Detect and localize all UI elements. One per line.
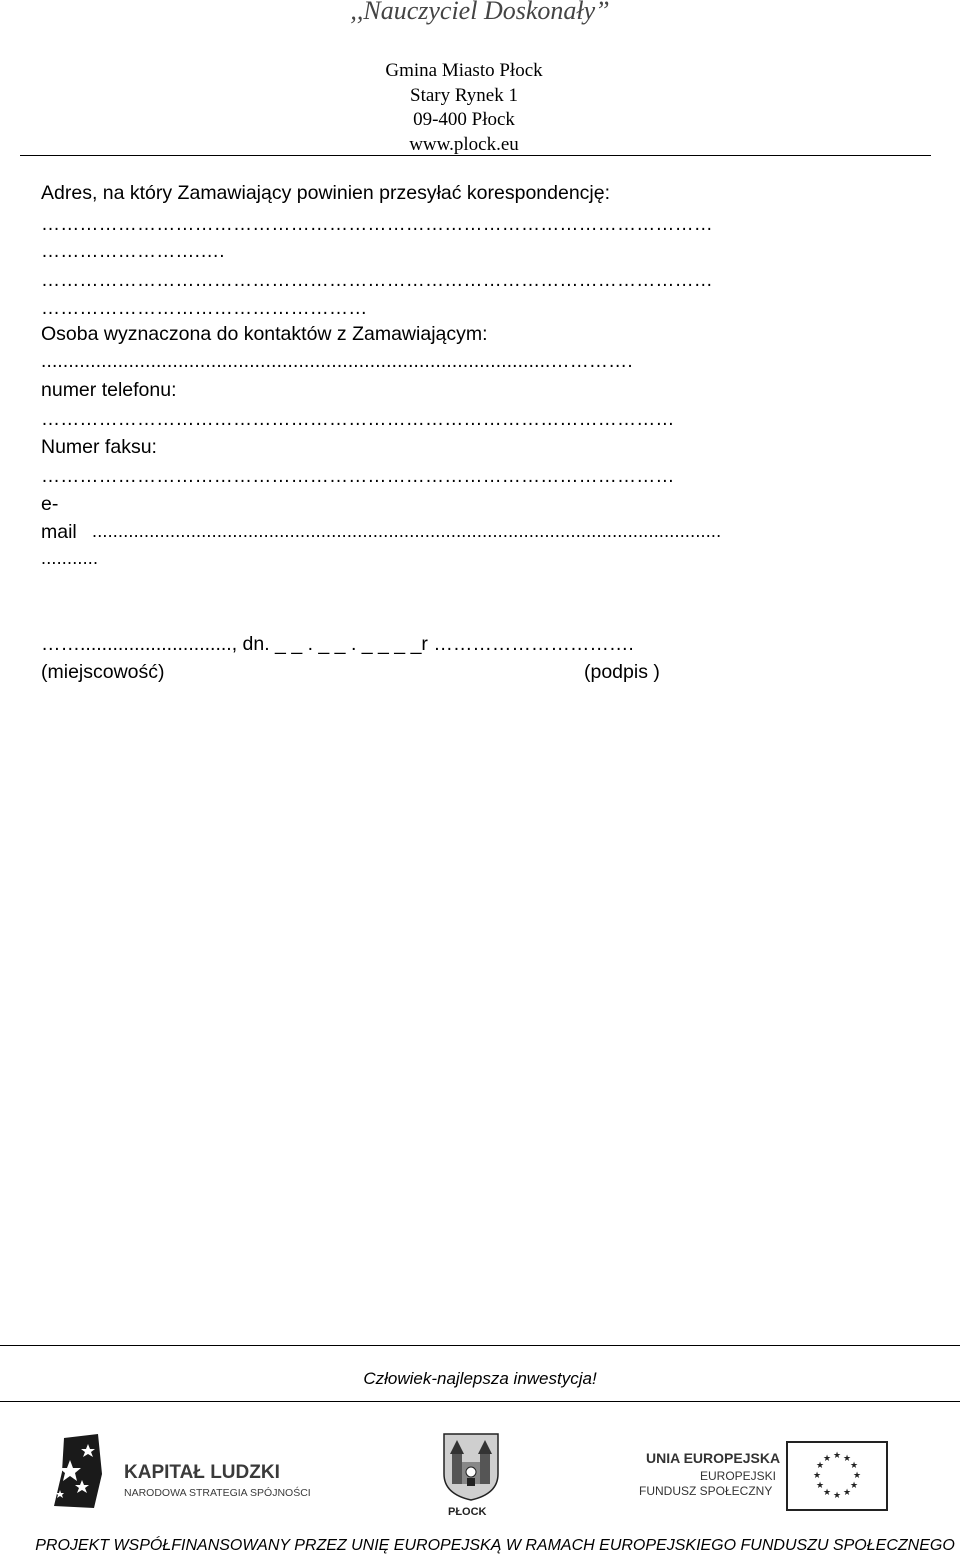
eu-line-3: FUNDUSZ SPOŁECZNY (639, 1484, 773, 1498)
email-field[interactable]: ......................................................................................................................... (92, 521, 722, 541)
kapital-ludzki-title: KAPITAŁ LUDZKI (124, 1462, 280, 1483)
project-cofinancing-note: PROJEKT WSPÓŁFINANSOWANY PRZEZ UNIĘ EUROPEJSKĄ W RAMACH EUROPEJSKIEGO FUNDUSZU SPOŁECZNEGO (35, 1537, 955, 1554)
svg-text:★: ★ (815, 1481, 825, 1491)
kapital-ludzki-subtitle: NARODOWA STRATEGIA SPÓJNOŚCI (124, 1487, 311, 1499)
email-field-continued[interactable]: ........... (41, 548, 99, 568)
address-label: Adres, na który Zamawiający powinien przesyłać korespondencję: (41, 182, 611, 204)
svg-text:★: ★ (822, 1454, 832, 1464)
header-divider (20, 155, 931, 156)
svg-text:★: ★ (832, 1491, 842, 1501)
org-name: Gmina Miasto Płock (385, 60, 543, 81)
email-label-part-2: mail (41, 521, 77, 543)
place-date-line[interactable]: ……............................, dn. _ _ . _ _ . _ _ _ _r …………………………. (41, 633, 634, 655)
footer-slogan-divider (0, 1401, 960, 1402)
kapital-ludzki-logo (48, 1432, 311, 1512)
signature-caption: (podpis ) (584, 661, 660, 683)
svg-text:★: ★ (812, 1471, 822, 1481)
address-line-4[interactable]: …………………………………………… (41, 298, 368, 319)
eu-title: UNIA EUROPEJSKA (646, 1450, 781, 1466)
phone-label: numer telefonu: (41, 379, 177, 401)
svg-text:★: ★ (849, 1461, 859, 1471)
eu-flag-icon (786, 1441, 888, 1511)
footer-top-divider (0, 1345, 960, 1346)
svg-text:★: ★ (852, 1471, 862, 1481)
svg-text:★: ★ (842, 1488, 852, 1498)
org-street: Stary Rynek 1 (410, 85, 518, 106)
svg-text:★: ★ (832, 1451, 842, 1461)
contact-label: Osoba wyznaczona do kontaktów z Zamawiającym: (41, 323, 488, 345)
project-title: ,,Nauczyciel Doskonały” (350, 0, 610, 25)
address-line-1[interactable]: …………………………………………………………………………………………… (41, 214, 713, 235)
footer-slogan: Człowiek-najlepsza inwestycja! (363, 1369, 597, 1388)
fax-label: Numer faksu: (41, 436, 157, 458)
contact-field[interactable]: .............................................................................................…………. (41, 351, 633, 372)
svg-text:★: ★ (822, 1488, 832, 1498)
email-label-part-1: e- (41, 493, 59, 515)
fax-field[interactable]: ……………………………………………………………………………………… (41, 466, 675, 487)
plock-label: PŁOCK (448, 1506, 487, 1518)
org-website[interactable]: www.plock.eu (409, 134, 519, 155)
svg-text:★: ★ (815, 1461, 825, 1471)
svg-text:★: ★ (842, 1454, 852, 1464)
kapital-ludzki-emblem-icon (48, 1432, 108, 1512)
phone-field[interactable]: ……………………………………………………………………………………… (41, 409, 675, 430)
address-line-2[interactable]: …………………….…. (41, 241, 225, 262)
eu-line-2: EUROPEJSKI (700, 1469, 777, 1483)
eu-fund-logo (630, 1440, 890, 1512)
place-caption: (miejscowość) (41, 661, 165, 683)
org-postal: 09-400 Płock (413, 109, 515, 130)
address-line-3[interactable]: …………………………………………………………………………………………… (41, 270, 713, 291)
plock-coat-of-arms (442, 1432, 500, 1522)
svg-text:★: ★ (849, 1481, 859, 1491)
plock-crest-icon (442, 1432, 500, 1502)
